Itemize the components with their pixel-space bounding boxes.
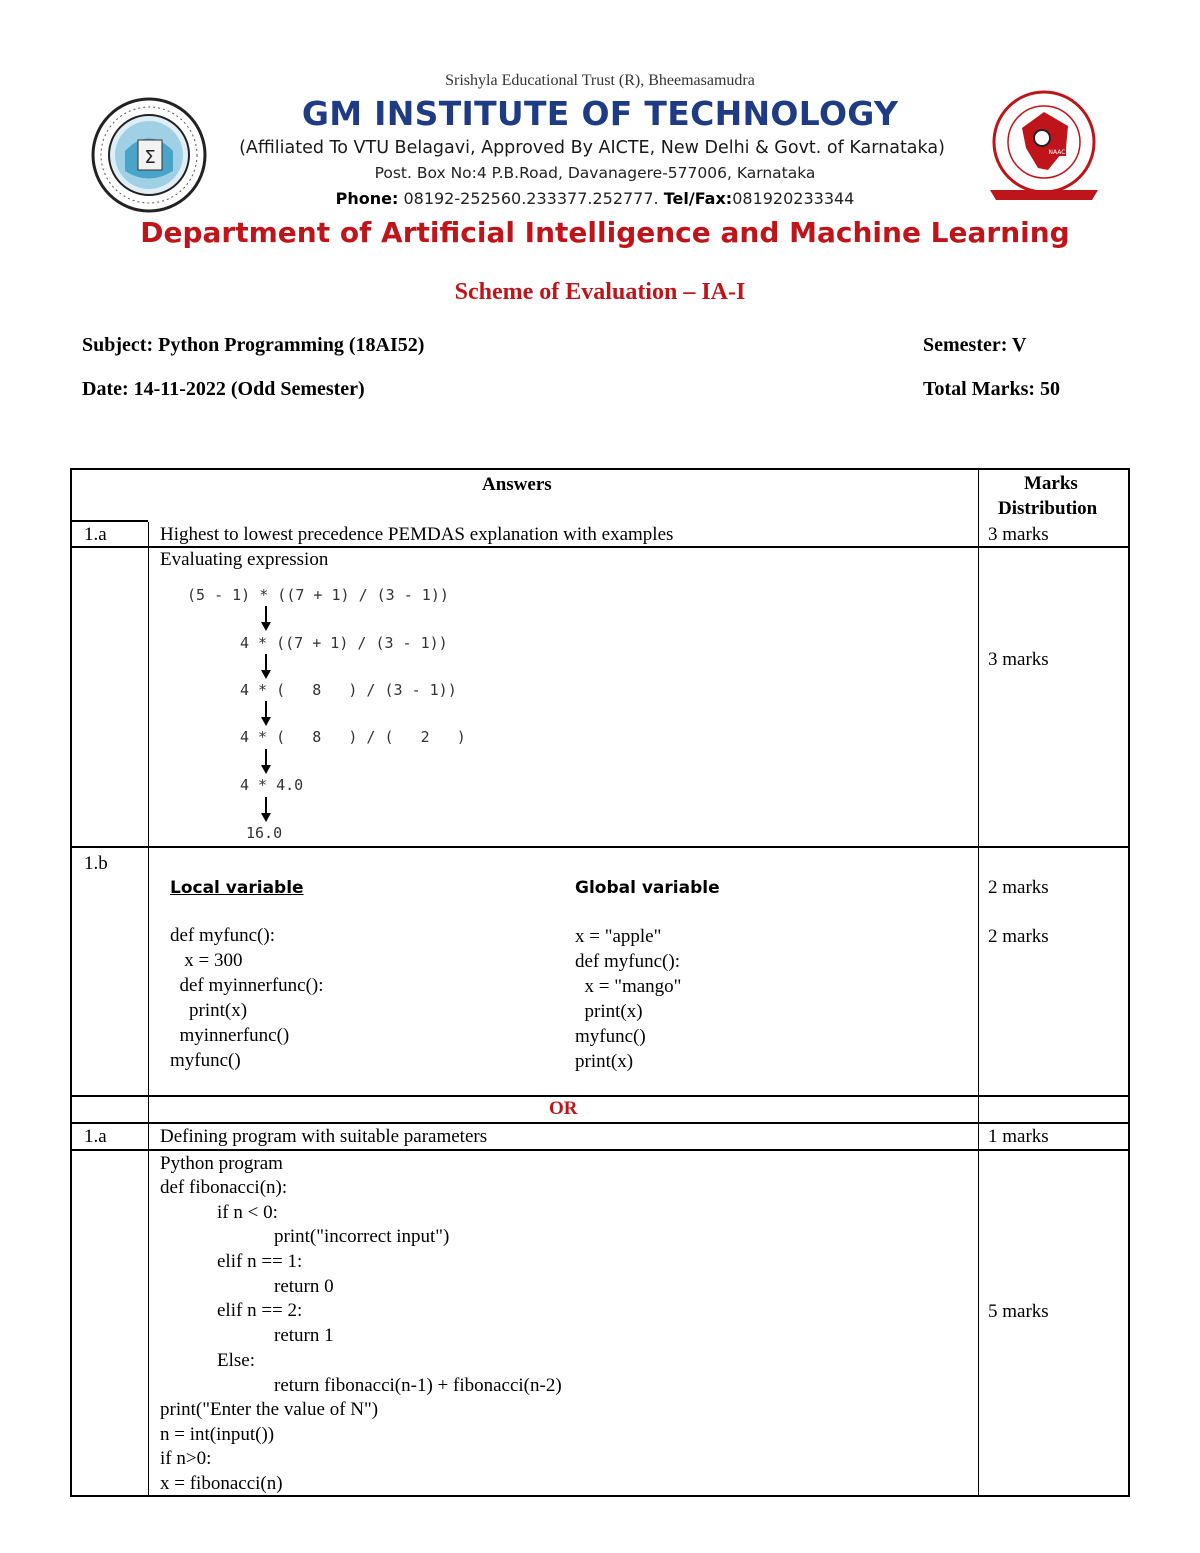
marks-value: 2 marks	[988, 926, 1049, 947]
program-line: return 0	[160, 1276, 334, 1297]
local-code-line: myinnerfunc()	[170, 1025, 290, 1046]
fax-label: Tel/Fax:	[663, 189, 733, 208]
down-arrow-icon	[259, 797, 273, 823]
marks-value: 2 marks	[988, 877, 1049, 898]
local-variable-title: Local variable	[170, 878, 304, 898]
row-line	[72, 1122, 1128, 1124]
global-code-line: x = "mango"	[575, 976, 682, 997]
program-line: x = fibonacci(n)	[160, 1473, 283, 1494]
global-code-line: print(x)	[575, 1051, 634, 1072]
global-code-line: x = "apple"	[575, 926, 662, 947]
eval-step: 4 * ((7 + 1) / (3 - 1))	[240, 634, 448, 652]
program-line: print("Enter the value of N")	[160, 1399, 379, 1420]
fax-value: 081920233344	[732, 189, 855, 208]
eval-step: (5 - 1) * ((7 + 1) / (3 - 1))	[187, 586, 449, 604]
local-code-line: def myfunc():	[170, 925, 275, 946]
program-line: return fibonacci(n-1) + fibonacci(n-2)	[160, 1375, 562, 1396]
eval-step: 4 * 4.0	[240, 776, 304, 794]
document-title: Scheme of Evaluation – IA-I	[454, 279, 746, 305]
affiliation-text: (Affiliated To VTU Belagavi, Approved By AICTE, New Delhi & Govt. of Karnataka)	[239, 138, 945, 158]
program-line: Python program	[160, 1153, 283, 1174]
answers-header: Answers	[482, 474, 552, 495]
local-code-line: myfunc()	[170, 1050, 241, 1071]
row-line	[72, 1095, 1128, 1097]
local-code-line: print(x)	[170, 1000, 248, 1021]
answer-text: Defining program with suitable parameters	[160, 1126, 488, 1147]
phone-line	[0, 189, 1190, 208]
down-arrow-icon	[259, 654, 273, 680]
global-code-line: print(x)	[575, 1001, 643, 1022]
svg-text:Σ: Σ	[144, 147, 156, 168]
down-arrow-icon	[259, 701, 273, 727]
or-separator: OR	[549, 1098, 578, 1119]
row-line	[72, 846, 978, 848]
global-code-line: myfunc()	[575, 1026, 646, 1047]
local-code-line: x = 300	[170, 950, 243, 971]
svg-text:NAAC: NAAC	[1048, 149, 1066, 156]
program-line: print("incorrect input")	[160, 1226, 450, 1247]
phone-label: Phone:	[335, 189, 399, 208]
total-marks-line: Total Marks: 50	[923, 378, 1061, 400]
local-code-line: def myinnerfunc():	[170, 975, 324, 996]
col-divider-q	[148, 522, 149, 1497]
postal-address: Post. Box No:4 P.B.Road, Davanagere-577006, Karnataka	[374, 164, 816, 182]
program-line: elif n == 1:	[160, 1251, 303, 1272]
col-divider-marks	[978, 470, 979, 1495]
eval-step: 4 * ( 8 ) / ( 2 )	[240, 728, 466, 746]
evaluation-table	[70, 468, 1130, 1497]
answer-text: Highest to lowest precedence PEMDAS explanation with examples	[160, 524, 674, 545]
program-line: return 1	[160, 1325, 334, 1346]
question-number: 1.b	[84, 853, 108, 874]
down-arrow-icon	[259, 606, 273, 632]
program-line: elif n == 2:	[160, 1300, 303, 1321]
marks-value: 3 marks	[988, 649, 1049, 670]
semester-line: Semester: V	[923, 334, 1027, 356]
marks-value: 1 marks	[988, 1126, 1049, 1147]
eval-step: 4 * ( 8 ) / (3 - 1))	[240, 681, 457, 699]
question-number: 1.a	[84, 524, 107, 545]
row-line	[72, 1149, 1128, 1151]
program-line: def fibonacci(n):	[160, 1177, 288, 1198]
institute-name: GM INSTITUTE OF TECHNOLOGY	[301, 94, 899, 133]
question-number: 1.a	[84, 1126, 107, 1147]
row-line	[978, 846, 1130, 848]
department-name: Department of Artificial Intelligence and Machine Learning	[140, 216, 1070, 249]
marks-header-line2: Distribution	[998, 498, 1098, 519]
program-line: Else:	[160, 1350, 255, 1371]
phone-value: 08192-252560.233377.252777.	[398, 189, 664, 208]
global-code-line: def myfunc():	[575, 951, 680, 972]
program-line: if n>0:	[160, 1448, 212, 1469]
down-arrow-icon	[259, 749, 273, 775]
subject-line: Subject: Python Programming (18AI52)	[82, 334, 425, 356]
marks-value: 5 marks	[988, 1301, 1049, 1322]
row-line	[72, 520, 148, 522]
trust-name: Srishyla Educational Trust (R), Bheemasamudra	[445, 72, 755, 89]
marks-value: 3 marks	[988, 524, 1049, 545]
marks-header-line1: Marks	[1024, 473, 1078, 494]
evaluation-heading: Evaluating expression	[160, 549, 329, 570]
program-line: if n < 0:	[160, 1202, 278, 1223]
date-line: Date: 14-11-2022 (Odd Semester)	[82, 378, 365, 400]
global-variable-title: Global variable	[575, 878, 720, 898]
eval-step: 16.0	[246, 824, 283, 842]
program-line: n = int(input())	[160, 1424, 275, 1445]
